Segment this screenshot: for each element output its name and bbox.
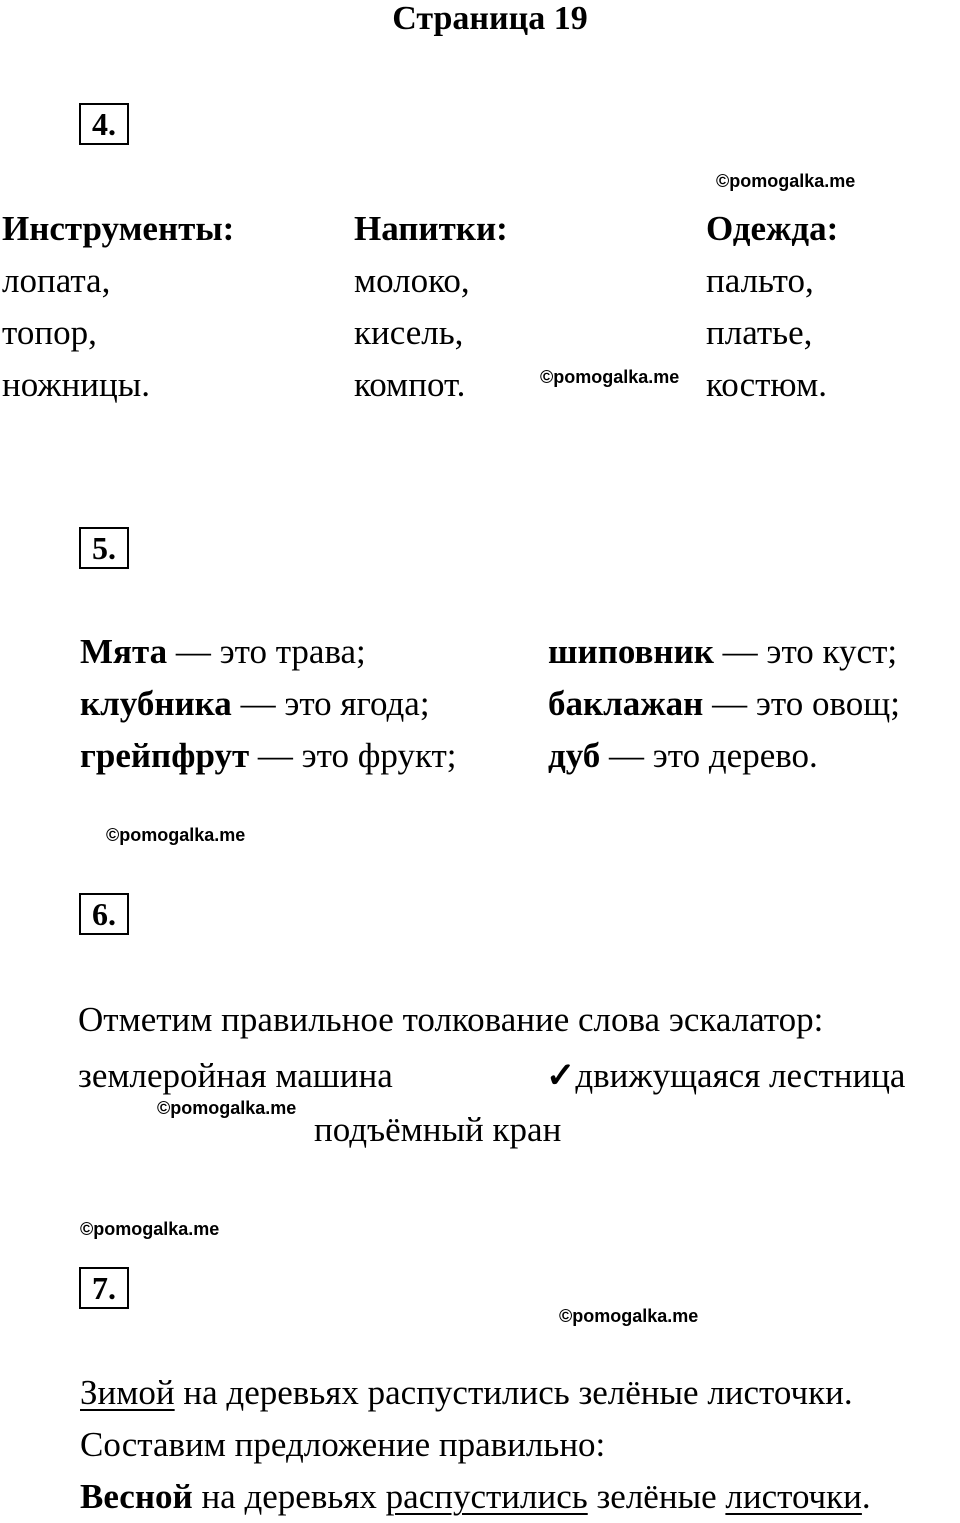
task-4-number: 4.	[79, 103, 129, 145]
task-7-incorrect-sentence	[80, 1367, 853, 1419]
watermark: ©pomogalka.me	[157, 1098, 297, 1118]
sentence-text: зелёные	[587, 1477, 726, 1516]
definition: — это ягода;	[231, 684, 430, 723]
definition: — это трава;	[167, 632, 366, 671]
list-item: топор,	[2, 313, 97, 352]
classification-line	[80, 678, 457, 730]
task-6-prompt: Отметим правильное толкование слова эскалатор:	[78, 1000, 824, 1039]
option-label: движущаяся лестница	[575, 1056, 906, 1095]
task-4-column-tools	[2, 203, 234, 411]
watermark: ©pomogalka.me	[559, 1306, 699, 1326]
term: баклажан	[548, 684, 704, 723]
list-item: платье,	[706, 313, 813, 352]
task-5-left-column	[80, 626, 457, 782]
sentence-text: на деревьях	[192, 1477, 386, 1516]
classification-line	[80, 626, 457, 678]
definition: — это овощ;	[703, 684, 900, 723]
watermark: ©pomogalka.me	[80, 1219, 220, 1239]
list-item: кисель,	[354, 313, 464, 352]
classification-line	[80, 730, 457, 782]
list-item: компот.	[354, 365, 466, 404]
task-4-column-drinks	[354, 203, 508, 411]
classification-line	[548, 678, 900, 730]
page-title: Страница 19	[392, 0, 588, 37]
underlined-word: распустились	[385, 1477, 588, 1516]
definition: — это фрукт;	[249, 736, 457, 775]
list-item: ножницы.	[2, 365, 150, 404]
sentence-text: .	[861, 1477, 871, 1516]
task-6-number: 6.	[79, 893, 129, 935]
option-excavator: землеройная машина	[78, 1056, 393, 1095]
definition: — это дерево.	[600, 736, 818, 775]
checkmark-icon: ✓	[546, 1056, 576, 1095]
definition: — это куст;	[713, 632, 898, 671]
underlined-word: листочки	[725, 1477, 862, 1516]
task-5-right-column	[548, 626, 900, 782]
term: Мята	[80, 632, 168, 671]
bold-word: Весной	[80, 1477, 193, 1516]
task-5-number: 5.	[79, 527, 129, 569]
option-crane: подъёмный кран	[314, 1110, 562, 1149]
column-heading: Напитки:	[354, 209, 508, 248]
task-7-number: 7.	[79, 1267, 129, 1309]
list-item: костюм.	[706, 365, 828, 404]
option-escalator-correct	[546, 1050, 905, 1102]
underlined-word: Зимой	[80, 1373, 175, 1412]
watermark: ©pomogalka.me	[716, 171, 856, 191]
list-item: лопата,	[2, 261, 111, 300]
column-heading: Инструменты:	[2, 209, 235, 248]
sentence-rest: на деревьях распустились зелёные листочки.	[174, 1373, 853, 1412]
list-item: пальто,	[706, 261, 814, 300]
classification-line	[548, 730, 900, 782]
term: клубника	[80, 684, 232, 723]
term: шиповник	[548, 632, 714, 671]
classification-line	[548, 626, 900, 678]
term: грейпфрут	[80, 736, 250, 775]
task-7-corrected-sentence	[80, 1471, 871, 1523]
task-7-instruction: Составим предложение правильно:	[80, 1425, 606, 1464]
watermark: ©pomogalka.me	[540, 367, 680, 387]
task-4-column-clothes	[706, 203, 838, 411]
list-item: молоко,	[354, 261, 470, 300]
term: дуб	[548, 736, 601, 775]
watermark: ©pomogalka.me	[106, 825, 246, 845]
column-heading: Одежда:	[706, 209, 839, 248]
